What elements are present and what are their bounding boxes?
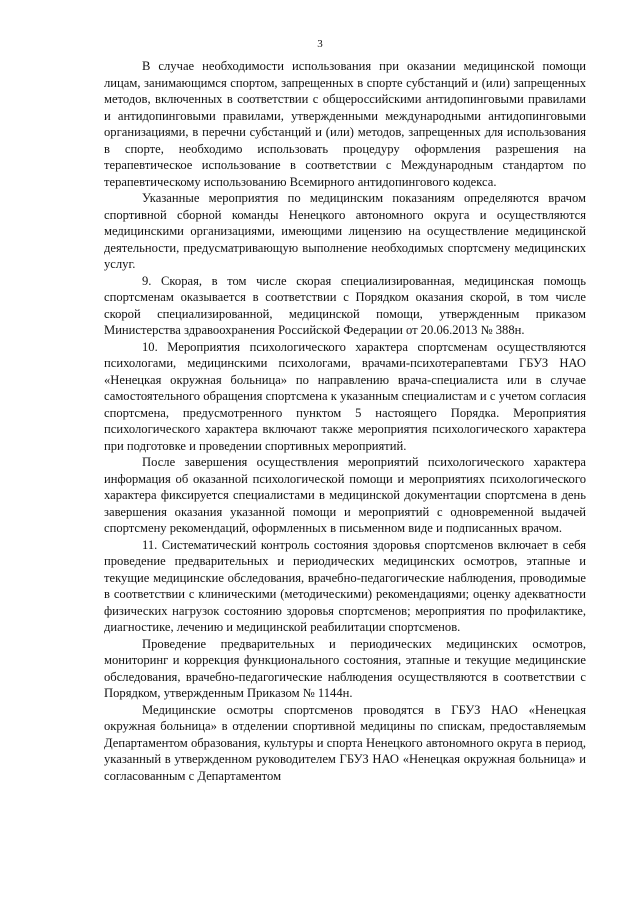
paragraph-examination-schedule: Медицинские осмотры спортсменов проводятся в ГБУЗ НАО «Ненецкая окружная больница» в отделении спортивной медицины по спискам, предоставляемым Департаментом образования, культуры и спорта Ненецкого автономного округа в период, указанный в утвержденном руководителем ГБУЗ НАО «Ненецкая окружная больница» и согласованным с Департаментом: [104, 702, 586, 783]
paragraph-psychological-documentation: После завершения осуществления мероприятий психологического характера информация об оказанной психологической помощи и мероприятиях психологического характера фиксируется специалистами в медицинской документации спортсмена в день завершения оказания указанной помощи и мероприятий с одновременной выдачей спортсмену рекомендаций, оформленных в письменном виде и подписанных врачом.: [104, 455, 586, 535]
paragraph-medical-examinations: Проведение предварительных и периодических медицинских осмотров, мониторинг и коррекция функционального состояния, этапные и текущие медицинские обследования, врачебно-педагогические наблюдения осуществляются в соответствии с Порядком, утвержденным Приказом № 1144н.: [104, 636, 586, 700]
document-body: [104, 58, 586, 784]
paragraph-item-11-health-monitoring: 11. Систематический контроль состояния здоровья спортсменов включает в себя проведение предварительных и периодических медицинских осмотров, этапные и текущие медицинские обследования, врачебно-педагогические наблюдения, проводимые в соответствии с клиническими (методическими) рекомендациями; оценку адекватности физических нагрузок состоянию здоровья спортсменов; мероприятия по профилактике, диагностике, лечению и медицинской реабилитации спортсменов.: [104, 537, 586, 634]
paragraph-item-9-emergency-care: 9. Скорая, в том числе скорая специализированная, медицинская помощь спортсменам оказывается в соответствии с Порядком оказания скорой, в том числе скорой специализированной, медицинской помощи, утвержденным приказом Министерства здравоохранения Российской Федерации от 20.06.2013 № 388н.: [104, 273, 586, 337]
paragraph-medical-indications: Указанные мероприятия по медицинским показаниям определяются врачом спортивной сборной команды Ненецкого автономного округа и осуществляются медицинскими организациями, имеющими лицензию на осуществление медицинской деятельности, предусматривающую выполнение необходимых спортсмену медицинских услуг.: [104, 191, 586, 271]
page-number: 3: [317, 38, 323, 50]
paragraph-item-10-psychological: 10. Мероприятия психологического характера спортсменам осуществляются психологами, медицинскими психологами, врачами-психотерапевтами ГБУЗ НАО «Ненецкая окружная больница» по направлению врача-специалиста или в случае самостоятельного обращения спортсмена к указанным специалистам и с учетом согласия спортсмена, предусмотренного пунктом 5 настоящего Порядка. Мероприятия психологического характера включают также мероприятия психологического характера при подготовке и проведении спортивных мероприятий.: [104, 339, 586, 453]
paragraph-antidoping-therapeutic-use: В случае необходимости использования при оказании медицинской помощи лицам, занимающимся спортом, запрещенных в спорте субстанций и (или) запрещенных методов, включенных в соответствии с общероссийскими антидопинговыми правилами и антидопинговыми правилами, утвержденными международными антидопинговыми организациями, в перечни субстанций и (или) методов, запрещенных для использования в спорте, необходимо использовать процедуру оформления разрешения на терапевтическое использование в соответствии с Международным стандартом по терапевтическому использованию Всемирного антидопингового кодекса.: [104, 59, 586, 189]
